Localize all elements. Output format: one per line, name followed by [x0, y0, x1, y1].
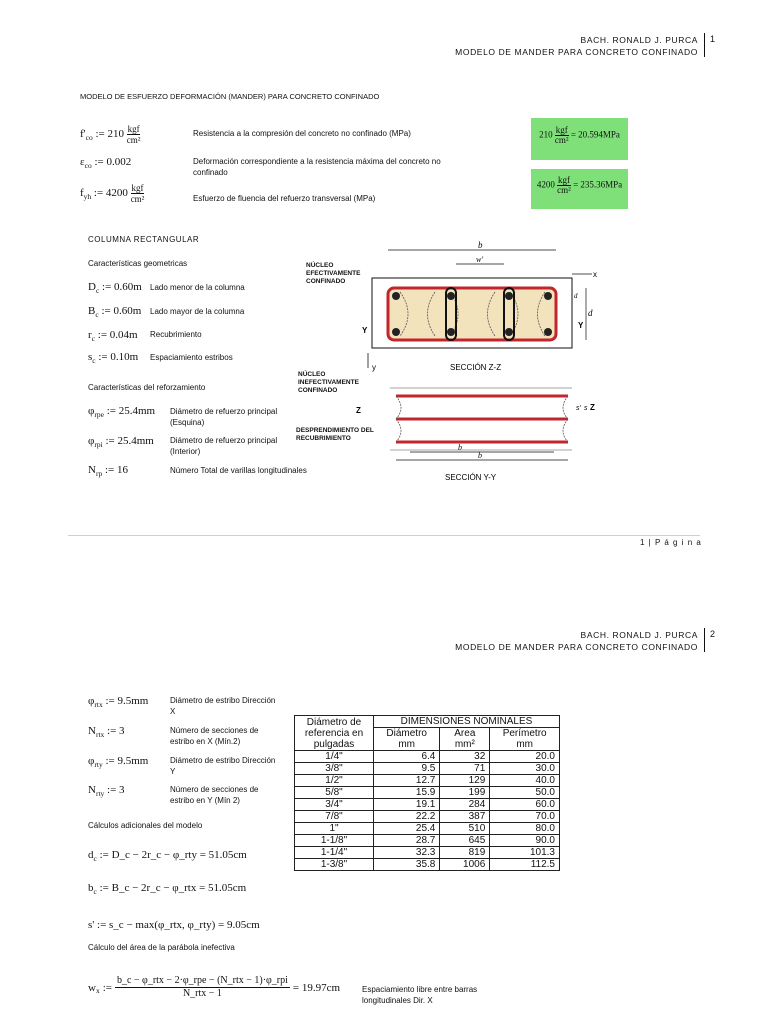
param-symbol: N [88, 725, 96, 737]
unit-denominator: cm² [130, 194, 145, 204]
page1-header-title: MODELO DE MANDER PARA CONCRETO CONFINADO [455, 47, 698, 57]
dim-s-prime: s' [576, 405, 581, 412]
wx-result: = 19.97cm [292, 981, 341, 994]
dim-bc-bottom: b [478, 451, 482, 460]
result-lhs: 4200 [536, 179, 555, 190]
table-row [295, 787, 560, 799]
param-expression: := 0.60m [101, 305, 142, 317]
param-subscript: c [91, 334, 96, 343]
header-divider [704, 33, 705, 57]
param-Nrty-desc: Número de secciones de estribo en Y (Mín 2) [170, 785, 259, 805]
table-cell: 1-1/8" [295, 835, 374, 847]
result-fco [531, 118, 628, 160]
param-fyh-desc: Esfuerzo de fluencia del refuerzo transversal (MPa) [193, 194, 376, 203]
reinf-title: Características del reforzamiento [88, 383, 206, 392]
param-symbol: φ [88, 695, 95, 707]
label-core-effective: NÚCLEO EFECTIVAMENTE CONFINADO [306, 262, 361, 285]
param-subscript: c [95, 310, 99, 319]
param-expression: := 9.5mm [105, 755, 149, 767]
param-symbol: s [88, 351, 93, 363]
reinf-phirpi [88, 435, 154, 447]
table-cell: 9.5 [374, 763, 440, 775]
param-expression: := 16 [104, 464, 128, 476]
table-cell: 112.5 [490, 859, 560, 871]
section-title: MODELO DE ESFUERZO DEFORMACIÓN (MANDER) PARA CONCRETO CONFINADO [80, 92, 380, 101]
param-expression: := 0.04m [97, 329, 138, 341]
unit-numerator: kgf [131, 183, 144, 193]
table-cell: 1" [295, 823, 374, 835]
dim-dc-s2: d [574, 292, 578, 300]
param-subscript: rty [94, 760, 103, 769]
axis-Y-left: Y [362, 326, 368, 335]
section-yy-label: SECCIÓN Y-Y [445, 473, 497, 482]
col-diam: Diámetro mm [374, 728, 440, 751]
parabola-title: Cálculo del área de la parábola inefectiva [88, 943, 235, 952]
table-cell: 20.0 [490, 751, 560, 763]
table-cell: 1-1/4" [295, 847, 374, 859]
unit-denominator: cm² [126, 135, 141, 145]
param-Nrty [88, 784, 125, 796]
page2-header-title: MODELO DE MANDER PARA CONCRETO CONFINADO [455, 642, 698, 652]
col-ref: Diámetro de referencia en pulgadas [295, 716, 374, 751]
page2-header [455, 629, 698, 653]
page2-number: 2 [710, 629, 716, 639]
unit-numerator: kgf [555, 125, 568, 135]
param-subscript: c [92, 356, 96, 365]
axis-y: y [372, 363, 376, 372]
geom-sc [88, 351, 138, 363]
param-subscript: rtx [94, 700, 103, 709]
param-symbol: B [88, 305, 96, 317]
table-cell: 30.0 [490, 763, 560, 775]
param-symbol: f' [80, 128, 86, 141]
table-cell: 3/8" [295, 763, 374, 775]
param-expression: := 3 [107, 725, 125, 737]
calc-expression: := s_c − max(φ_rtx, φ_rty) = 9.05cm [94, 919, 260, 931]
table-cell: 80.0 [490, 823, 560, 835]
table-cell: 12.7 [374, 775, 440, 787]
table-cell: 3/4" [295, 799, 374, 811]
param-Nrtx [88, 725, 125, 737]
table-row [295, 823, 560, 835]
result-rhs: = 20.594MPa [570, 129, 620, 140]
param-expression: := 0.10m [98, 351, 139, 363]
calc-dc [88, 849, 247, 861]
table-cell: 6.4 [374, 751, 440, 763]
wx-denominator: N_rtx − 1 [182, 988, 222, 999]
table-cell: 1006 [440, 859, 490, 871]
table-cell: 71 [440, 763, 490, 775]
table-cell: 819 [440, 847, 490, 859]
unit-numerator: kgf [127, 124, 140, 134]
unit-numerator: kgf [557, 175, 570, 185]
label-core-ineffective: NÚCLEO INEFECTIVAMENTE CONFINADO [298, 371, 359, 394]
wx-numerator: b_c − φ_rtx − 2·φ_rpe − (N_rtx − 1)·φ_rpi [116, 975, 288, 986]
result-lhs: 210 [539, 129, 553, 140]
reinf-Nrp-desc: Número Total de varillas longitudinales [170, 466, 307, 475]
page1-header [455, 34, 698, 58]
table-row [295, 763, 560, 775]
table-cell: 1-3/8" [295, 859, 374, 871]
calc-bc [88, 882, 246, 894]
page1-footer-line [68, 535, 700, 536]
param-expression: := 0.60m [102, 281, 142, 293]
table-cell: 129 [440, 775, 490, 787]
geom-title: Características geometricas [88, 259, 188, 268]
col-group: DIMENSIONES NOMINALES [374, 716, 560, 728]
param-eco [80, 156, 131, 168]
table-cell: 22.2 [374, 811, 440, 823]
param-phirty-desc: Diámetro de estribo Dirección Y [170, 756, 276, 776]
calc-symbol: b [88, 882, 94, 894]
label-spalling: DESPRENDIMIENTO DEL RECUBRIMIENTO [296, 427, 374, 442]
unit-denominator: cm² [554, 135, 569, 145]
param-subscript: co [85, 133, 93, 143]
page2-header-author: BACH. RONALD J. PURCA [580, 630, 698, 640]
table-cell: 101.3 [490, 847, 560, 859]
calc-expression: := D_c − 2r_c − φ_rty = 51.05cm [96, 849, 247, 861]
param-symbol: φ [88, 755, 95, 767]
page1-header-author: BACH. RONALD J. PURCA [580, 35, 698, 45]
table-cell: 32.3 [374, 847, 440, 859]
table-cell: 645 [440, 835, 490, 847]
table-row [295, 847, 560, 859]
param-phirtx [88, 695, 148, 707]
param-fyh [80, 183, 144, 204]
unit-denominator: cm² [557, 185, 571, 195]
axis-Y-right: Y [578, 321, 584, 330]
axis-x: x [593, 270, 597, 279]
calc-symbol: s' [88, 919, 95, 931]
table-cell: 510 [440, 823, 490, 835]
column-title: COLUMNA RECTANGULAR [88, 235, 200, 244]
header-divider [704, 628, 705, 652]
result-rhs: = 235.36MPa [573, 179, 623, 190]
table-cell: 90.0 [490, 835, 560, 847]
table-row [295, 751, 560, 763]
param-expression: := 0.002 [94, 156, 132, 168]
section-zz-stirrup [388, 288, 556, 340]
calc-title: Cálculos adicionales del modelo [88, 821, 203, 830]
table-row [295, 775, 560, 787]
reinf-phirpe-desc: Diámetro de refuerzo principal (Esquina) [170, 407, 278, 427]
reinf-phirpi-desc: Diámetro de refuerzo principal (Interior) [170, 436, 278, 456]
table-cell: 40.0 [490, 775, 560, 787]
param-subscript: c [95, 286, 100, 295]
param-symbol: D [88, 281, 96, 293]
table-row [295, 811, 560, 823]
table-cell: 15.9 [374, 787, 440, 799]
table-cell: 5/8" [295, 787, 374, 799]
calc-sprime [88, 919, 260, 931]
table-row [295, 835, 560, 847]
table-cell: 32 [440, 751, 490, 763]
param-symbol: ε [80, 156, 85, 168]
table-cell: 1/2" [295, 775, 374, 787]
geom-Bc [88, 305, 141, 317]
param-phirty [88, 755, 148, 767]
wx-desc: Espaciamiento libre entre barras longitudinales Dir. X [362, 985, 478, 1005]
param-subscript: rpi [94, 440, 103, 449]
param-symbol: f [80, 187, 84, 200]
param-symbol: r [88, 329, 92, 341]
param-expression: := 25.4mm [106, 405, 156, 417]
table-cell: 1/4" [295, 751, 374, 763]
section-zz-label: SECCIÓN Z-Z [450, 363, 502, 372]
geom-sc-desc: Espaciamiento estribos [150, 353, 233, 362]
table-cell: 387 [440, 811, 490, 823]
param-expression: := 210 [95, 128, 125, 141]
param-fco [80, 124, 140, 145]
table-cell: 284 [440, 799, 490, 811]
param-subscript: rtx [95, 730, 105, 739]
geom-Dc-desc: Lado menor de la columna [150, 283, 245, 292]
col-perim: Perímetro mm [490, 728, 560, 751]
geom-rc-desc: Recubrimiento [150, 330, 202, 339]
param-symbol: N [88, 784, 96, 796]
table-cell: 35.8 [374, 859, 440, 871]
param-eco-desc: Deformación correspondiente a la resistencia máxima del concreto no confinado [193, 157, 441, 177]
reinf-phirpe [88, 405, 155, 417]
param-subscript: yh [83, 192, 92, 202]
param-fco-desc: Resistencia a la compresión del concreto no confinado (MPa) [193, 129, 411, 138]
table-row [295, 859, 560, 871]
calc-wx: w x := b_c − φ_rtx − 2·φ_rpe − (N_rtx − 1)·φ_rpi N_rtx − 1 = 19.97cm [88, 975, 341, 999]
rebar-dimensions-table [294, 715, 560, 871]
calc-expression: := B_c − 2r_c − φ_rtx = 51.05cm [96, 882, 247, 894]
calc-subscript: x [95, 986, 100, 995]
calc-symbol: w [88, 981, 96, 994]
table-cell: 199 [440, 787, 490, 799]
result-fyh [531, 169, 628, 209]
wx-fraction [115, 975, 290, 1000]
param-symbol: φ [88, 435, 95, 447]
geom-Bc-desc: Lado mayor de la columna [150, 307, 245, 316]
param-subscript: co [84, 161, 92, 170]
page1-footer: 1 | P á g i n a [640, 538, 702, 547]
dim-bc-s2: b [458, 443, 462, 452]
page1-number: 1 [710, 34, 716, 44]
table-row [295, 799, 560, 811]
param-expression: := 9.5mm [105, 695, 149, 707]
dim-w: w' [476, 255, 484, 264]
table-cell: 60.0 [490, 799, 560, 811]
param-subscript: rp [95, 469, 103, 478]
dim-dc: d [588, 308, 593, 318]
table-cell: 7/8" [295, 811, 374, 823]
table-cell: 19.1 [374, 799, 440, 811]
reinf-Nrp [88, 464, 128, 476]
calc-subscript: c [93, 854, 97, 863]
table-cell: 70.0 [490, 811, 560, 823]
table-cell: 50.0 [490, 787, 560, 799]
param-subscript: rty [95, 789, 105, 798]
table-cell: 25.4 [374, 823, 440, 835]
calc-symbol: d [88, 849, 94, 861]
param-phirtx-desc: Diámetro de estribo Dirección X [170, 696, 276, 716]
param-symbol: φ [88, 405, 95, 417]
table-cell: 28.7 [374, 835, 440, 847]
param-Nrtx-desc: Número de secciones de estribo en X (Mín.2) [170, 726, 259, 746]
param-expression: := 25.4mm [105, 435, 154, 447]
geom-Dc [88, 281, 142, 293]
param-expression: := 4200 [93, 187, 128, 200]
axis-Z-left: Z [356, 406, 361, 415]
param-subscript: rpe [94, 410, 104, 419]
axis-Z-right: Z [590, 403, 595, 412]
calc-subscript: c [93, 887, 97, 896]
dim-bc: b [478, 240, 483, 250]
param-expression: := 3 [107, 784, 125, 796]
geom-rc [88, 329, 138, 341]
param-symbol: N [88, 464, 96, 476]
col-area: Area mm² [440, 728, 490, 751]
dim-s: s [584, 405, 588, 412]
